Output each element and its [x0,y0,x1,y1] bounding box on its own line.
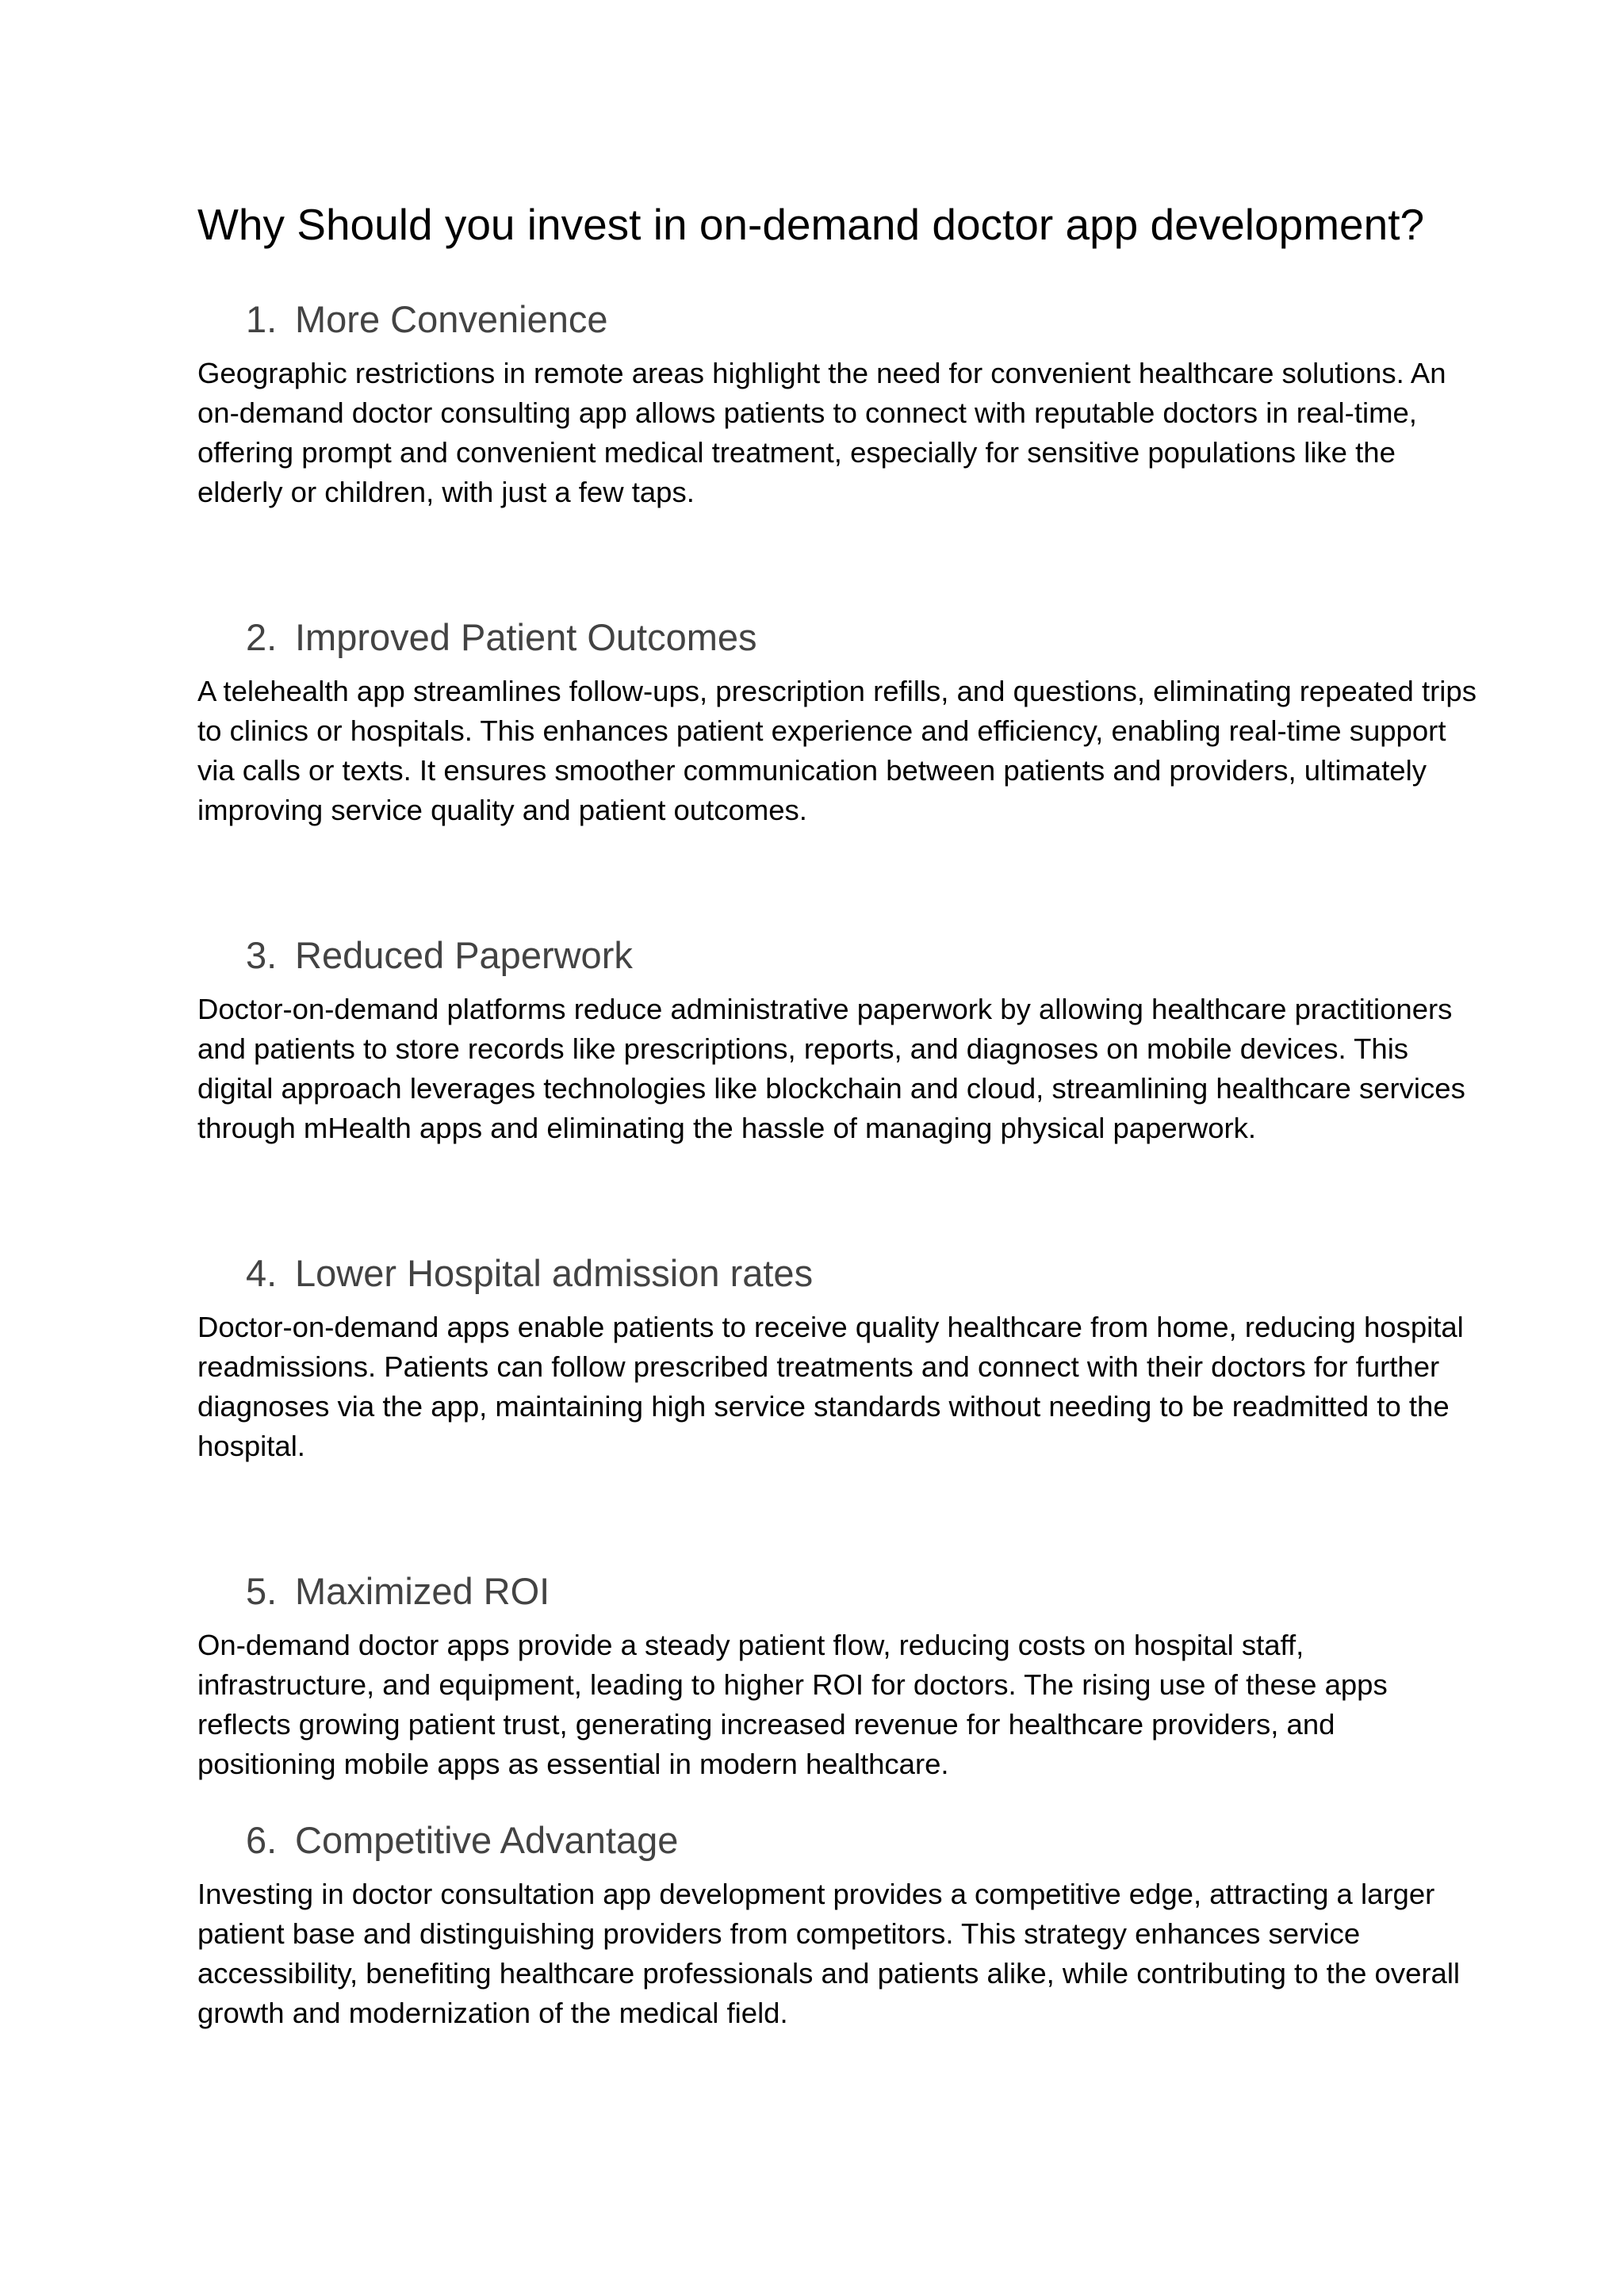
section-heading [197,931,1481,980]
section-spacer [197,830,1481,931]
section-body: Doctor-on-demand platforms reduce administrative paperwork by allowing healthcare practitioners and patients to store records like prescriptions, reports, and diagnoses on mobile devices. This digital approach leverages technologies like blockchain and cloud, streamlining healthcare services through mHealth apps and eliminating the hassle of managing physical paperwork. [197,993,1465,1144]
section-improved-patient-outcomes [197,613,1481,830]
section-heading [197,1816,1481,1865]
section-spacer [197,1466,1481,1567]
section-spacer [197,1148,1481,1249]
section-spacer [197,1784,1481,1816]
section-heading [197,295,1481,344]
section-heading [197,613,1481,662]
section-number: 5. [246,1570,278,1612]
section-number: 6. [246,1819,278,1861]
section-competitive-advantage [197,1816,1481,2033]
section-spacer [197,512,1481,613]
section-number: 2. [246,616,278,658]
section-heading [197,1249,1481,1298]
section-lower-hospital-admission-rates [197,1249,1481,1466]
section-number: 3. [246,934,278,976]
section-maximized-roi [197,1567,1481,1784]
page-title: Why Should you invest in on-demand doctor app development? [197,200,1425,249]
section-more-convenience [197,295,1481,512]
section-body: A telehealth app streamlines follow-ups, prescription refills, and questions, eliminating repeated trips to clinics or hospitals. This enhances patient experience and efficiency, enabling real-time support via calls or texts. It ensures smoother communication between patients and providers, ultimately improving service quality and patient outcomes. [197,675,1477,826]
section-body: Doctor-on-demand apps enable patients to receive quality healthcare from home, reducing hospital readmissions. Patients can follow prescribed treatments and connect with their doctors for further diagnoses via the app, maintaining high service standards without needing to be readmitted to the hospital. [197,1311,1464,1462]
section-reduced-paperwork [197,931,1481,1148]
section-heading-text: More Convenience [295,298,608,340]
section-heading [197,1567,1481,1616]
section-body: On-demand doctor apps provide a steady patient flow, reducing costs on hospital staff, infrastructure, and equipment, leading to higher ROI for doctors. The rising use of these apps reflects growing patient trust, generating increased revenue for healthcare providers, and positioning mobile apps as essential in modern healthcare. [197,1629,1388,1780]
section-number: 1. [246,298,278,340]
section-heading-text: Reduced Paperwork [295,934,633,976]
section-body: Investing in doctor consultation app development provides a competitive edge, attracting a larger patient base and distinguishing providers from competitors. This strategy enhances service accessibility, benefiting healthcare professionals and patients alike, while contributing to the overall growth and modernization of the medical field. [197,1878,1461,2029]
section-heading-text: Lower Hospital admission rates [295,1252,814,1294]
section-heading-text: Competitive Advantage [295,1819,679,1861]
section-heading-text: Improved Patient Outcomes [295,616,757,658]
section-number: 4. [246,1252,278,1294]
section-heading-text: Maximized ROI [295,1570,550,1612]
section-body: Geographic restrictions in remote areas highlight the need for convenient healthcare solutions. An on-demand doctor consulting app allows patients to connect with reputable doctors in real-time, offering prompt and convenient medical treatment, especially for sensitive populations like the elderly or children, with just a few taps. [197,357,1446,508]
